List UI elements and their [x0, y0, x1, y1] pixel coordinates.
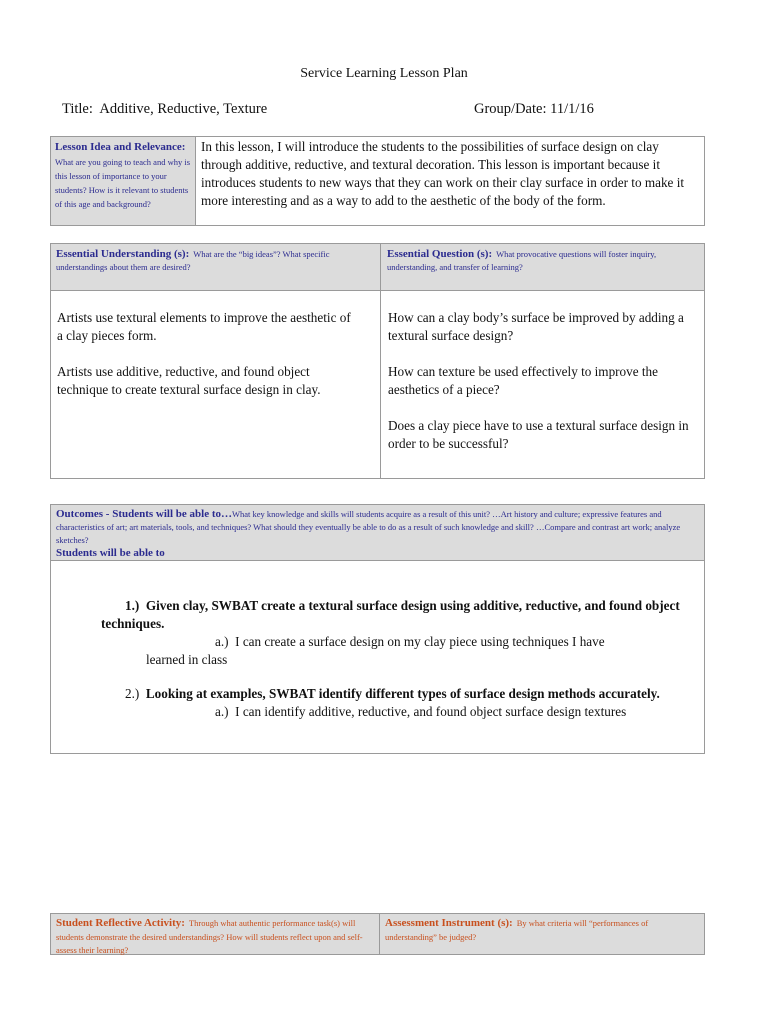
- outcomes-header: [51, 505, 704, 560]
- assessment-label: Assessment Instrument (s):: [385, 917, 513, 929]
- outcomes-box: [50, 504, 705, 754]
- outcome-2a-text: I can identify additive, reductive, and found object surface design textures: [235, 704, 627, 719]
- essential-box: [50, 243, 705, 479]
- page-title: Service Learning Lesson Plan: [300, 66, 468, 81]
- lesson-title: [62, 101, 267, 118]
- understanding-label: Essential Understanding (s):: [56, 248, 190, 260]
- outcome-1a-text-line1: I can create a surface design on my clay piece using techniques I have: [235, 634, 605, 649]
- question-item: How can a clay body’s surface be improved by adding a textural surface design?: [388, 310, 684, 343]
- outcome-1a-number: a.): [215, 634, 229, 649]
- outcomes-label: Outcomes - Students will be able to…: [56, 508, 232, 520]
- question-header: [387, 247, 699, 273]
- understanding-header: [56, 247, 376, 273]
- lesson-idea-text: In this lesson, I will introduce the students to the possibilities of surface design on clay through additive, reductive, and textural decoration. This lesson is important because it introduces students to new ways that they can work on their clay surface in order to make it more interesting and as a way to add to the aesthetic of the body of the form.: [201, 139, 685, 208]
- understanding-list: [57, 309, 357, 399]
- question-label: Essential Question (s):: [387, 248, 493, 260]
- question-item: Does a clay piece have to use a textural surface design in order to be successful?: [388, 418, 689, 451]
- title-value: Additive, Reductive, Texture: [99, 101, 268, 117]
- understanding-hint: What are the “big ideas”? What specific understandings about them are desired?: [56, 249, 330, 272]
- lesson-idea-label-cell: [51, 137, 195, 225]
- title-label: Title:: [62, 101, 93, 117]
- group-date: Group/Date: 11/1/16: [474, 101, 594, 117]
- outcomes-hint: What key knowledge and skills will students acquire as a result of this unit? …Art history and culture; expressive features and characteristics of art; art materials, tools, and techniques? What should they eventually be able to do as a result of such knowledge and skill? …Compare and contrast art work; analyze sketches?: [56, 509, 681, 545]
- assessment-header: [385, 916, 699, 943]
- understanding-item: Artists use additive, reductive, and found object technique to create textural surface design in clay.: [57, 364, 321, 397]
- outcome-2-text: Looking at examples, SWBAT identify different types of surface design methods accurately.: [145, 686, 660, 701]
- outcome-2-number: 2.): [125, 686, 140, 701]
- question-list: [388, 309, 700, 453]
- question-item: How can texture be used effectively to improve the aesthetics of a piece?: [388, 364, 659, 397]
- outcome-1-text: Given clay, SWBAT create a textural surface design using additive, reductive, and found object techniques.: [101, 598, 680, 631]
- outcome-item-2: [101, 685, 691, 721]
- reflective-hint: Through what authentic performance task(s) will students demonstrate the desired understandings? How will students reflect upon and self-assess their learning?: [56, 918, 363, 955]
- assessment-hint: By what criteria will “performances of understanding” be judged?: [385, 918, 649, 942]
- lesson-idea-label: Lesson Idea and Relevance:: [55, 141, 186, 153]
- outcome-1a-text-line2: learned in class: [146, 652, 228, 667]
- outcome-item-1: [101, 597, 691, 669]
- reflective-header: [56, 916, 374, 957]
- lesson-idea-hint: What are you going to teach and why is this lesson of importance to your students? How is it relevant to students of this age and background?: [55, 157, 191, 209]
- lesson-idea-box: [50, 136, 705, 226]
- reflective-label: Student Reflective Activity:: [56, 917, 185, 929]
- understanding-item: Artists use textural elements to improve the aesthetic of a clay pieces form.: [57, 310, 351, 343]
- outcome-1-number: 1.): [125, 598, 140, 613]
- outcomes-sublabel: Students will be able to: [56, 547, 165, 559]
- question-hint: What provocative questions will foster inquiry, understanding, and transfer of learning?: [387, 249, 657, 272]
- outcome-2a-number: a.): [215, 704, 229, 719]
- reflective-assessment-box: [50, 913, 705, 955]
